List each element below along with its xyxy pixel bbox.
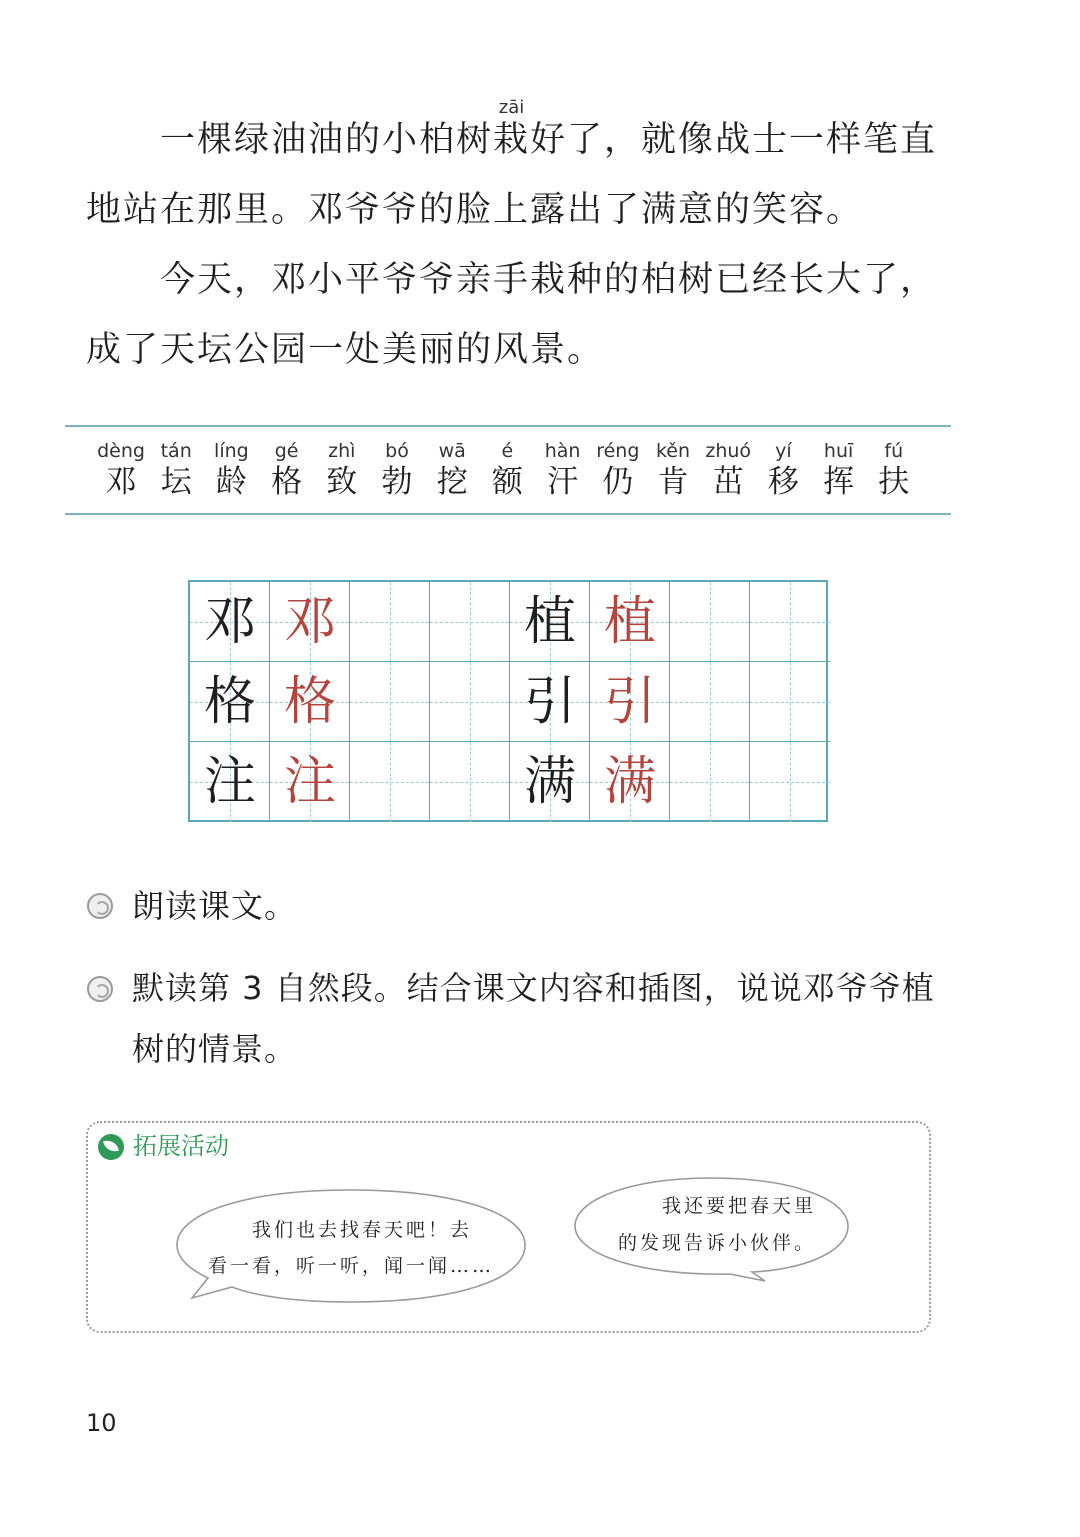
vocab-character: 肯 [657, 464, 689, 500]
vocab-pinyin: huī [823, 440, 854, 462]
trace-character: 注 [283, 752, 336, 812]
bubble-right-line-1: 我还要把春天里 [662, 1195, 817, 1217]
model-character: 植 [523, 592, 576, 652]
task-2-text-line-2: 树的情景。 [132, 1030, 298, 1068]
page-number: 10 [86, 1409, 117, 1437]
vocab-character: 龄 [215, 464, 247, 500]
passage-line-3: 今天，邓小平爷爷亲手栽种的柏树已经长大了， [160, 260, 938, 300]
vocab-pinyin: kěn [655, 440, 691, 462]
activity-title: 拓展活动 [133, 1132, 229, 1160]
task-2-text-line-1: 默读第 3 自然段。结合课文内容和插图，说说邓爷爷植 [132, 969, 935, 1007]
model-character: 引 [523, 672, 576, 732]
trace-character: 满 [603, 752, 656, 812]
trace-character: 引 [603, 672, 656, 732]
passage-line-1-before: 一棵绿油油的小柏树 [160, 120, 494, 160]
vocab-pinyin: fú [884, 440, 904, 462]
vocab-pinyin: tán [160, 440, 192, 462]
vocab-pinyin: réng [596, 440, 640, 462]
bubble-left-line-2: 看一看，听一听，闻一闻…… [208, 1255, 495, 1277]
vocab-pinyin: wā [438, 440, 466, 462]
model-character: 注 [203, 752, 256, 812]
vocab-character: 扶 [878, 464, 910, 500]
passage-line-1-after: 好了，就像战士一样笔直 [530, 120, 938, 160]
annotated-char: 栽 [493, 120, 531, 160]
trace-character: 格 [283, 672, 336, 732]
vocab-character: 挖 [436, 464, 468, 500]
vocab-pinyin: zhuó [705, 440, 752, 462]
vocab-character: 汗 [547, 464, 579, 500]
vocab-character: 额 [491, 464, 523, 500]
vocab-character: 茁 [712, 464, 744, 500]
vocab-pinyin: yí [775, 440, 792, 462]
vocab-pinyin: hàn [544, 440, 581, 462]
vocab-character: 坛 [160, 464, 192, 500]
trace-character: 植 [603, 592, 656, 652]
vocab-character: 仍 [602, 464, 634, 500]
vocab-character: 挥 [823, 464, 855, 500]
vocab-pinyin: líng [214, 440, 249, 462]
vocab-pinyin: gé [274, 440, 299, 462]
annotation-pinyin: zāi [498, 97, 525, 118]
vocab-character: 勃 [381, 464, 413, 500]
bubble-left-line-1: 我们也去找春天吧！去 [252, 1219, 473, 1241]
bubble-right-line-2: 的发现告诉小伙伴。 [618, 1232, 817, 1254]
trace-character: 邓 [283, 592, 336, 652]
vocab-pinyin: é [501, 440, 514, 462]
model-character: 格 [203, 672, 256, 732]
model-character: 满 [523, 752, 576, 812]
vocab-character: 格 [271, 464, 303, 500]
vocab-character: 邓 [105, 464, 137, 500]
vocab-pinyin: zhì [328, 440, 356, 462]
passage-line-4: 成了天坛公园一处美丽的风景。 [86, 330, 605, 370]
vocab-character: 致 [326, 464, 358, 500]
passage-line-2: 地站在那里。邓爷爷的脸上露出了满意的笑容。 [86, 190, 864, 230]
vocab-pinyin: dèng [97, 440, 145, 462]
vocab-pinyin: bó [385, 440, 409, 462]
task-1-text: 朗读课文。 [132, 887, 298, 925]
model-character: 邓 [203, 592, 256, 652]
vocab-character: 移 [767, 464, 799, 500]
